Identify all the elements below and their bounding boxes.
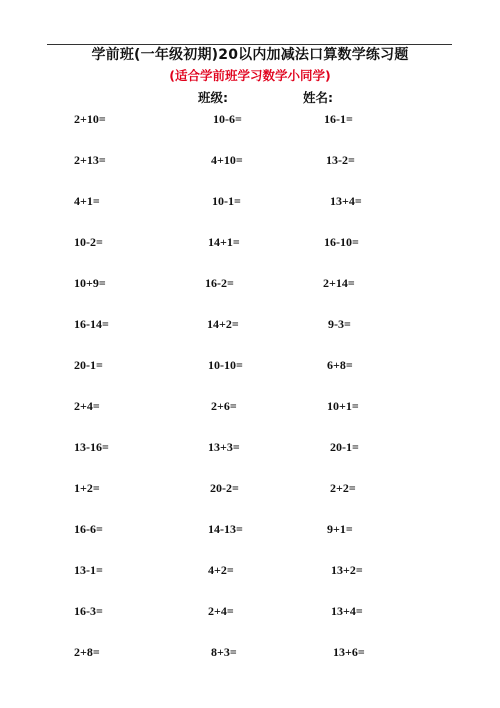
problem-item: 4+2= [208,563,234,577]
problem-item: 13+4= [330,194,362,208]
problem-item: 14-13= [208,522,243,536]
problem-item: 2+13= [74,153,106,167]
problem-item: 10-6= [213,112,242,126]
problem-item: 4+10= [211,153,243,167]
problem-item: 10+1= [327,399,359,413]
problem-item: 8+3= [211,645,237,659]
problem-item: 2+4= [74,399,100,413]
problem-item: 13+3= [208,440,240,454]
problem-item: 13-16= [74,440,109,454]
problem-item: 10-2= [74,235,103,249]
problem-item: 20-1= [330,440,359,454]
problem-item: 16-6= [74,522,103,536]
problem-item: 13+6= [333,645,365,659]
problem-item: 2+2= [330,481,356,495]
problem-item: 4+1= [74,194,100,208]
problem-item: 16-2= [205,276,234,290]
problem-item: 13-2= [326,153,355,167]
problem-item: 13+2= [331,563,363,577]
worksheet-title: 学前班(一年级初期)20以内加减法口算数学练习题 [91,47,409,63]
problem-item: 16-3= [74,604,103,618]
problem-item: 2+6= [211,399,237,413]
problem-item: 14+1= [208,235,240,249]
problem-item: 10+9= [74,276,106,290]
problem-item: 20-2= [210,481,239,495]
worksheet-subtitle: (适合学前班学习数学小同学) [169,68,331,83]
name-label: 姓名: [303,90,333,105]
problem-item: 9+1= [327,522,353,536]
problem-item: 1+2= [74,481,100,495]
problem-item: 16-1= [324,112,353,126]
problem-item: 16-10= [324,235,359,249]
problem-item: 13-1= [74,563,103,577]
problem-item: 14+2= [207,317,239,331]
problem-item: 20-1= [74,358,103,372]
problem-item: 10-1= [212,194,241,208]
problem-item: 9-3= [328,317,351,331]
problem-item: 2+4= [208,604,234,618]
problem-item: 2+10= [74,112,106,126]
problem-item: 16-14= [74,317,109,331]
problem-item: 2+14= [323,276,355,290]
problem-item: 2+8= [74,645,100,659]
class-label: 班级: [198,90,228,105]
problem-item: 10-10= [208,358,243,372]
problem-item: 13+4= [331,604,363,618]
problem-item: 6+8= [327,358,353,372]
